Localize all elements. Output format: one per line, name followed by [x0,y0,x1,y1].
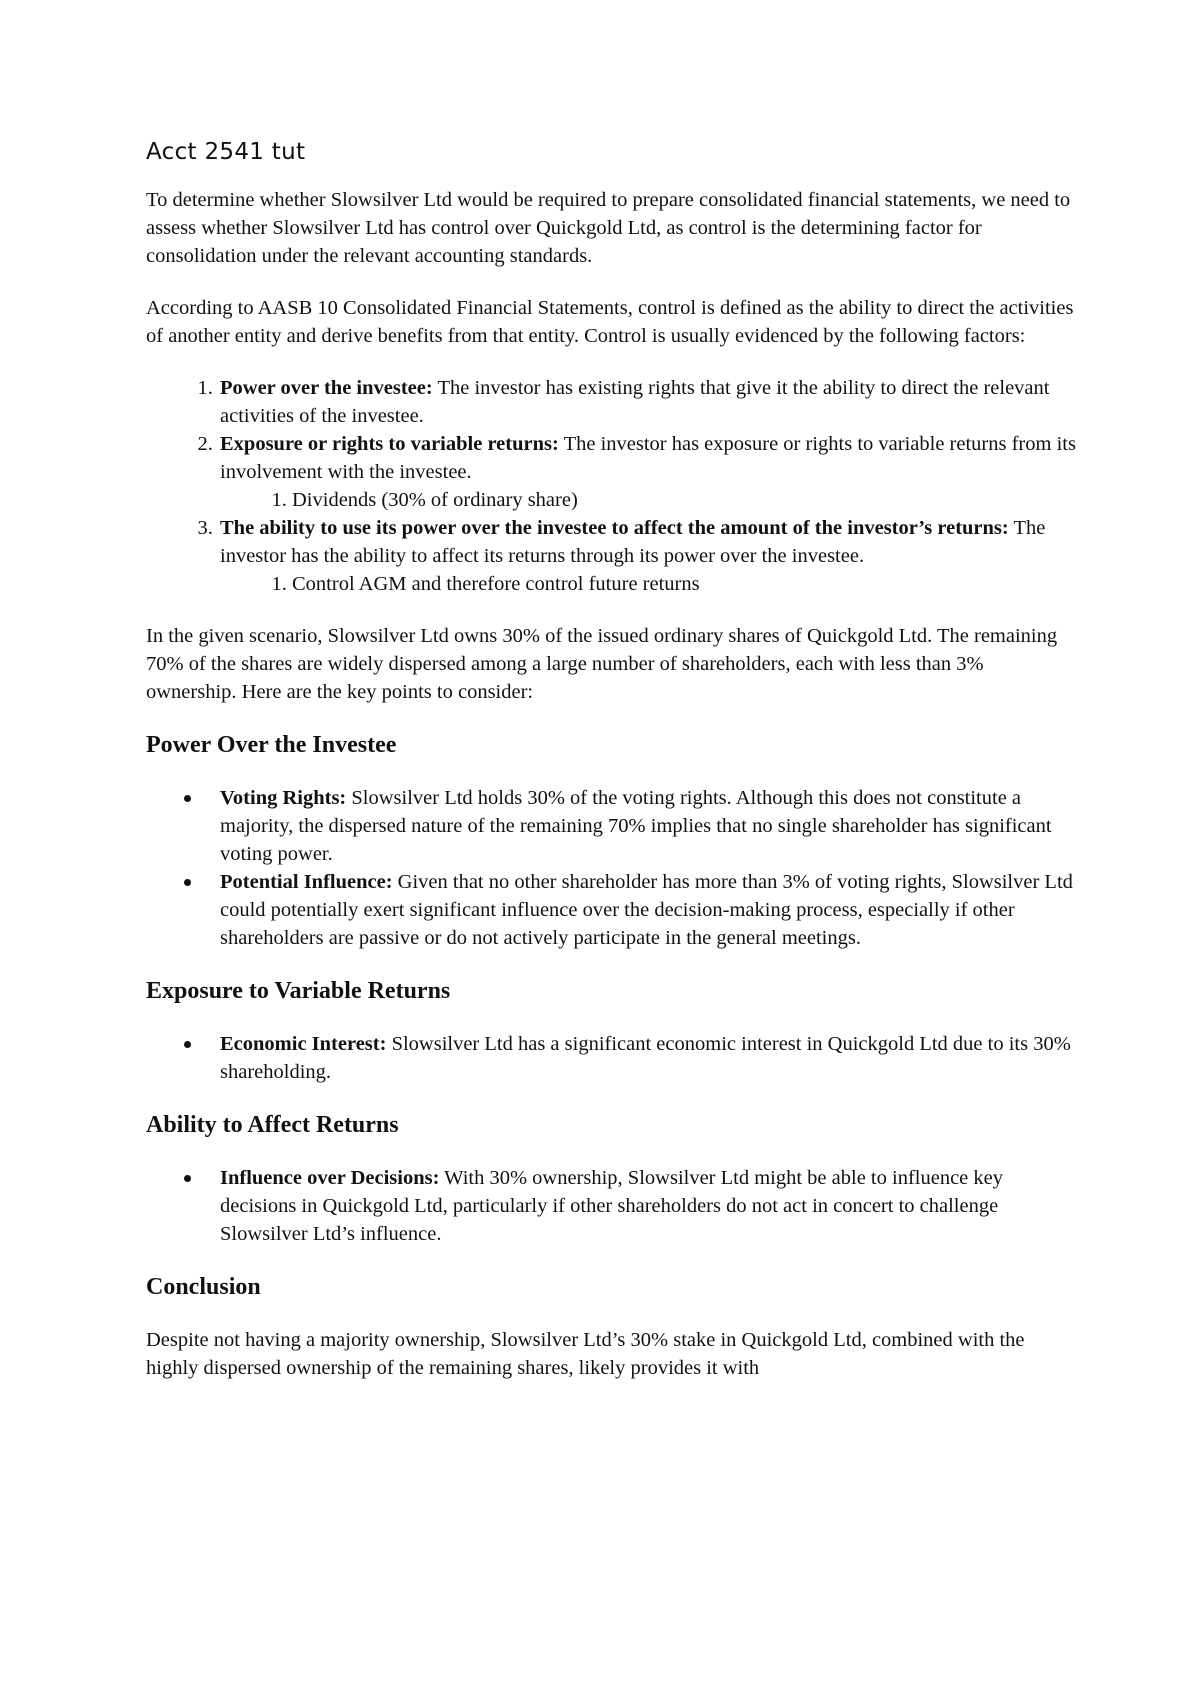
intro-paragraph: To determine whether Slowsilver Ltd would be required to prepare consolidated financial statements, we need to assess whether Slowsilver Ltd has control over Quickgold Ltd, as control is the determining factor for consolidation under the relevant accounting standards. [146,189,1071,267]
section-heading: Power Over the Investee [146,732,397,758]
conclusion-paragraph: Despite not having a majority ownership, Slowsilver Ltd’s 30% stake in Quickgold Ltd, combined with the highly dispersed ownership of the remaining shares, likely provides it with [146,1329,1025,1379]
bullet-item [218,1164,1076,1248]
bullet-list [146,1030,1076,1086]
bullet-icon [184,795,191,802]
bullet-label: Influence over Decisions: [220,1167,440,1189]
factor-text: The investor has exposure or rights to variable returns from its involvement with the investee. [220,433,1076,483]
bullet-text: Slowsilver Ltd holds 30% of the voting rights. Although this does not constitute a majority, the dispersed nature of the remaining 70% implies that no single shareholder has significant voting power. [220,787,1052,865]
factor-text: The investor has the ability to affect its returns through its power over the investee. [220,517,1046,567]
bullet-item [218,1030,1076,1086]
section-heading: Exposure to Variable Returns [146,978,451,1004]
factor-subitem: 1. Dividends (30% of ordinary share) [292,486,1076,514]
factor-label: The ability to use its power over the investee to affect the amount of the investor’s returns: [220,517,1009,539]
factor-subitem: 1. Control AGM and therefore control future returns [292,570,1076,598]
bullet-icon [184,879,191,886]
document-page [146,138,1076,1406]
bullet-icon [184,1041,191,1048]
factor-sublist [220,570,1076,598]
factor-item [218,374,1076,430]
bullet-label: Potential Influence: [220,871,393,893]
factor-label: Exposure or rights to variable returns: [220,433,559,455]
factor-text: The investor has existing rights that give it the ability to direct the relevant activities of the investee. [220,377,1050,427]
bullet-list [146,1164,1076,1248]
intro-paragraph: According to AASB 10 Consolidated Financial Statements, control is defined as the ability to direct the activities of another entity and derive benefits from that entity. Control is usually evidenced by the following factors: [146,297,1074,347]
control-factors-list [146,374,1076,598]
bullet-icon [184,1175,191,1182]
factor-sublist [220,486,1076,514]
bullet-label: Economic Interest: [220,1033,387,1055]
factor-item [218,430,1076,514]
scenario-paragraph: In the given scenario, Slowsilver Ltd owns 30% of the issued ordinary shares of Quickgold Ltd. The remaining 70% of the shares are widely dispersed among a large number of shareholders, each with less than 3% ownership. Here are the key points to consider: [146,625,1058,703]
bullet-text: Slowsilver Ltd has a significant economic interest in Quickgold Ltd due to its 30% shareholding. [220,1033,1071,1083]
factor-item [218,514,1076,598]
conclusion-heading: Conclusion [146,1274,261,1300]
bullet-item [218,868,1076,952]
document-title: Acct 2541 tut [146,139,306,165]
factor-label: Power over the investee: [220,377,433,399]
bullet-text: With 30% ownership, Slowsilver Ltd might be able to influence key decisions in Quickgold Ltd, particularly if other shareholders do not act in concert to challenge Slowsilver Ltd’s influence. [220,1167,1003,1245]
bullet-item [218,784,1076,868]
section-heading: Ability to Affect Returns [146,1112,399,1138]
bullet-label: Voting Rights: [220,787,347,809]
bullet-list [146,784,1076,952]
bullet-text: Given that no other shareholder has more than 3% of voting rights, Slowsilver Ltd could potentially exert significant influence over the decision-making process, especially if other shareholders are passive or do not actively participate in the general meetings. [220,871,1073,949]
